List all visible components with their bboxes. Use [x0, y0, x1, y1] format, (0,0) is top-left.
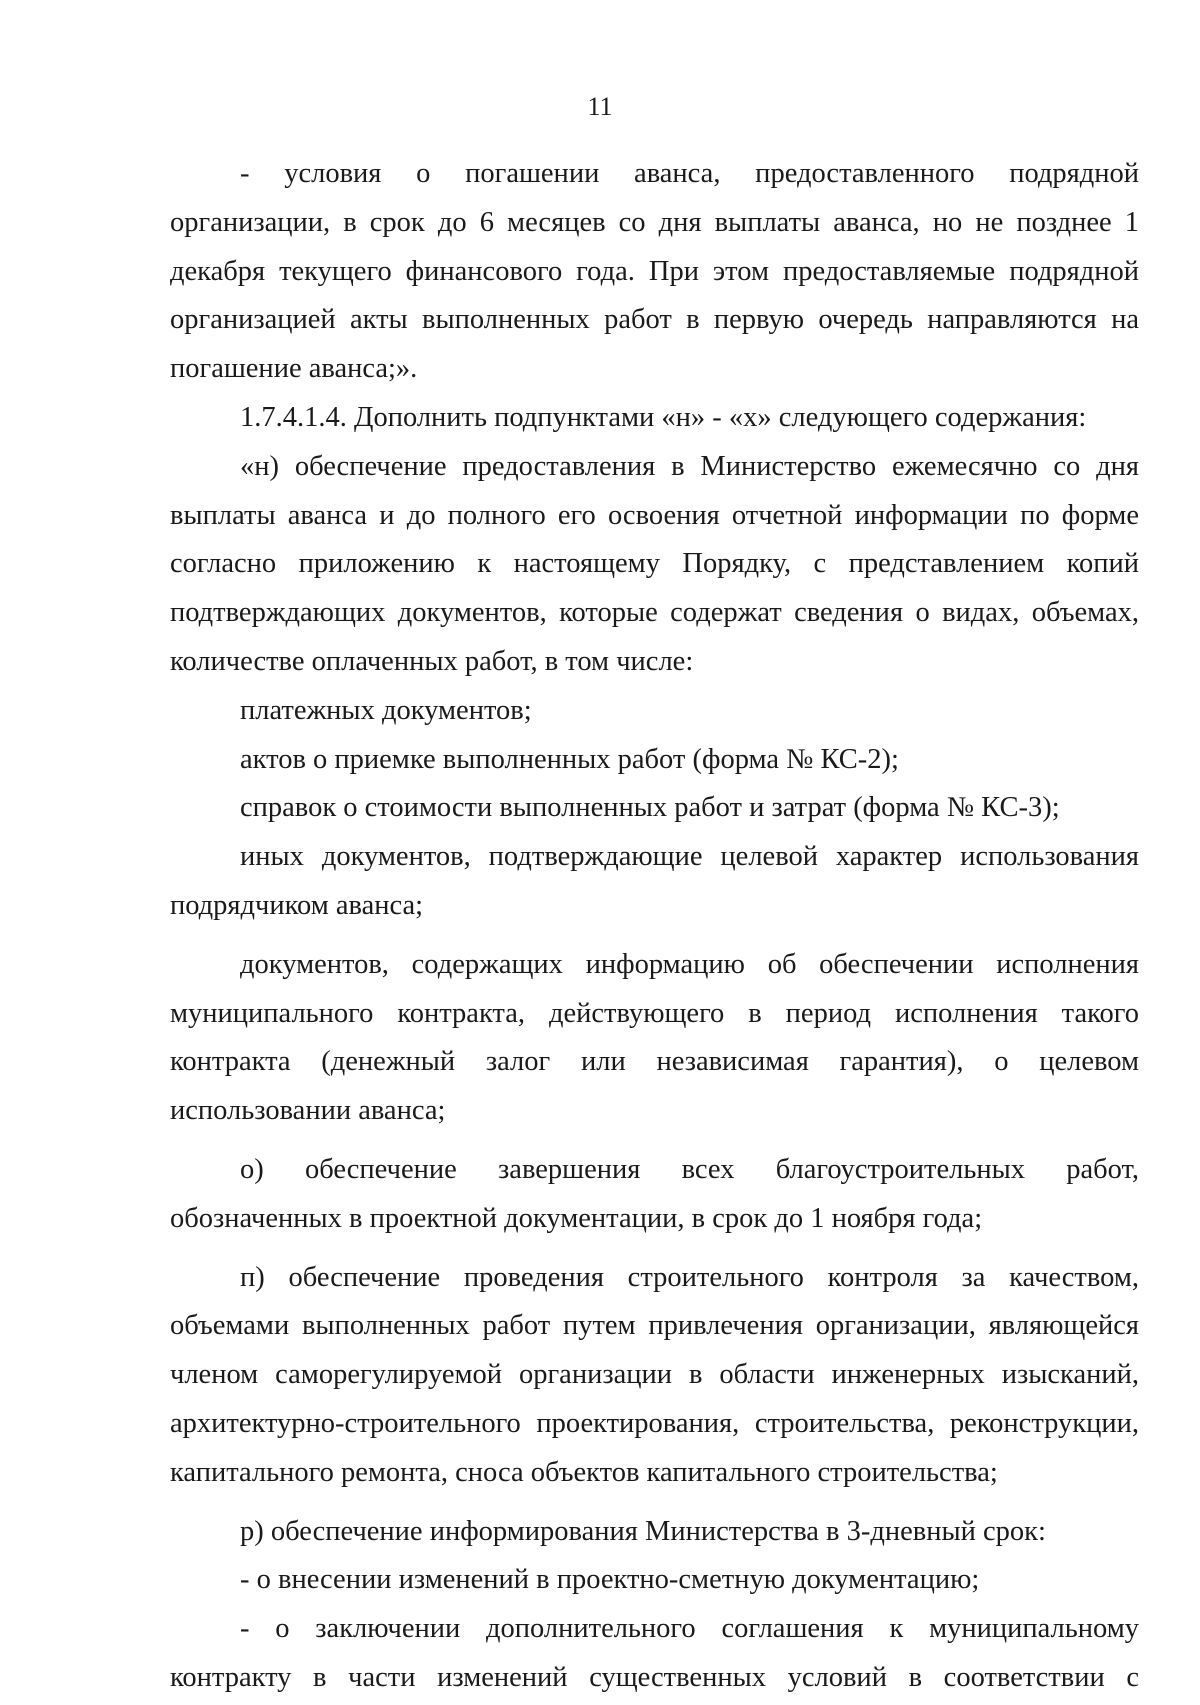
paragraph-section-1-7-4-1-4: 1.7.4.1.4. Дополнить подпунктами «н» - «х» следующего содержания:: [240, 401, 1087, 433]
list-item-other-documents: иных документов, подтверждающие целевой характер использования подрядчиком аванса;: [170, 841, 1139, 921]
paragraph-item-r: р) обеспечение информирования Министерства в 3-дневный срок:: [240, 1515, 1046, 1547]
paragraph-item-n: «н) обеспечение предоставления в Министерство ежемесячно со дня выплаты аванса и до полного его освоения отчетной информации по форме согласно приложению к настоящему Порядку, с представлением копий подтверждающих документов, которые содержат сведения о видах, объемах, количестве оплаченных работ, в том числе:: [170, 450, 1139, 677]
paragraph-item-p: п) обеспечение проведения строительного контроля за качеством, объемами выполненных работ путем привлечения организации, являющейся членом саморегулируемой организации в области инженерных изысканий, архитектурно-строительного проектирования, строительства, реконструкции, капитального ремонта, сноса объектов капитального строительства;: [170, 1261, 1139, 1488]
paragraph-advance-repayment: - условия о погашении аванса, предоставленного подрядной организации, в срок до 6 месяцев со дня выплаты аванса, но не позднее 1 декабря текущего финансового года. При этом предоставляемые подрядной организацией акты выполненных работ в первую очередь направляются на погашение аванса;».: [170, 158, 1139, 385]
list-item-supplementary-agreement: - о заключении дополнительного соглашения к муниципальному контракту в части изменений существенных условий в соответствии с: [170, 1613, 1139, 1693]
list-item-design-changes: - о внесении изменений в проектно-сметную документацию;: [240, 1564, 980, 1596]
list-item-ks3-certificates: справок о стоимости выполненных работ и затрат (форма № КС-3);: [240, 792, 1060, 824]
list-item-ks2-acts: актов о приемке выполненных работ (форма № КС-2);: [240, 743, 899, 775]
list-item-contract-security-documents: документов, содержащих информацию об обеспечении исполнения муниципального контракта, действующего в период исполнения такого контракта (денежный залог или независимая гарантия), о целевом использовании аванса;: [170, 948, 1139, 1127]
document-body: [170, 150, 1139, 1703]
page-number: 11: [587, 92, 613, 121]
list-item-payment-documents: платежных документов;: [240, 694, 532, 726]
paragraph-item-o: о) обеспечение завершения всех благоустроительных работ, обозначенных в проектной документации, в срок до 1 ноября года;: [170, 1153, 1139, 1234]
